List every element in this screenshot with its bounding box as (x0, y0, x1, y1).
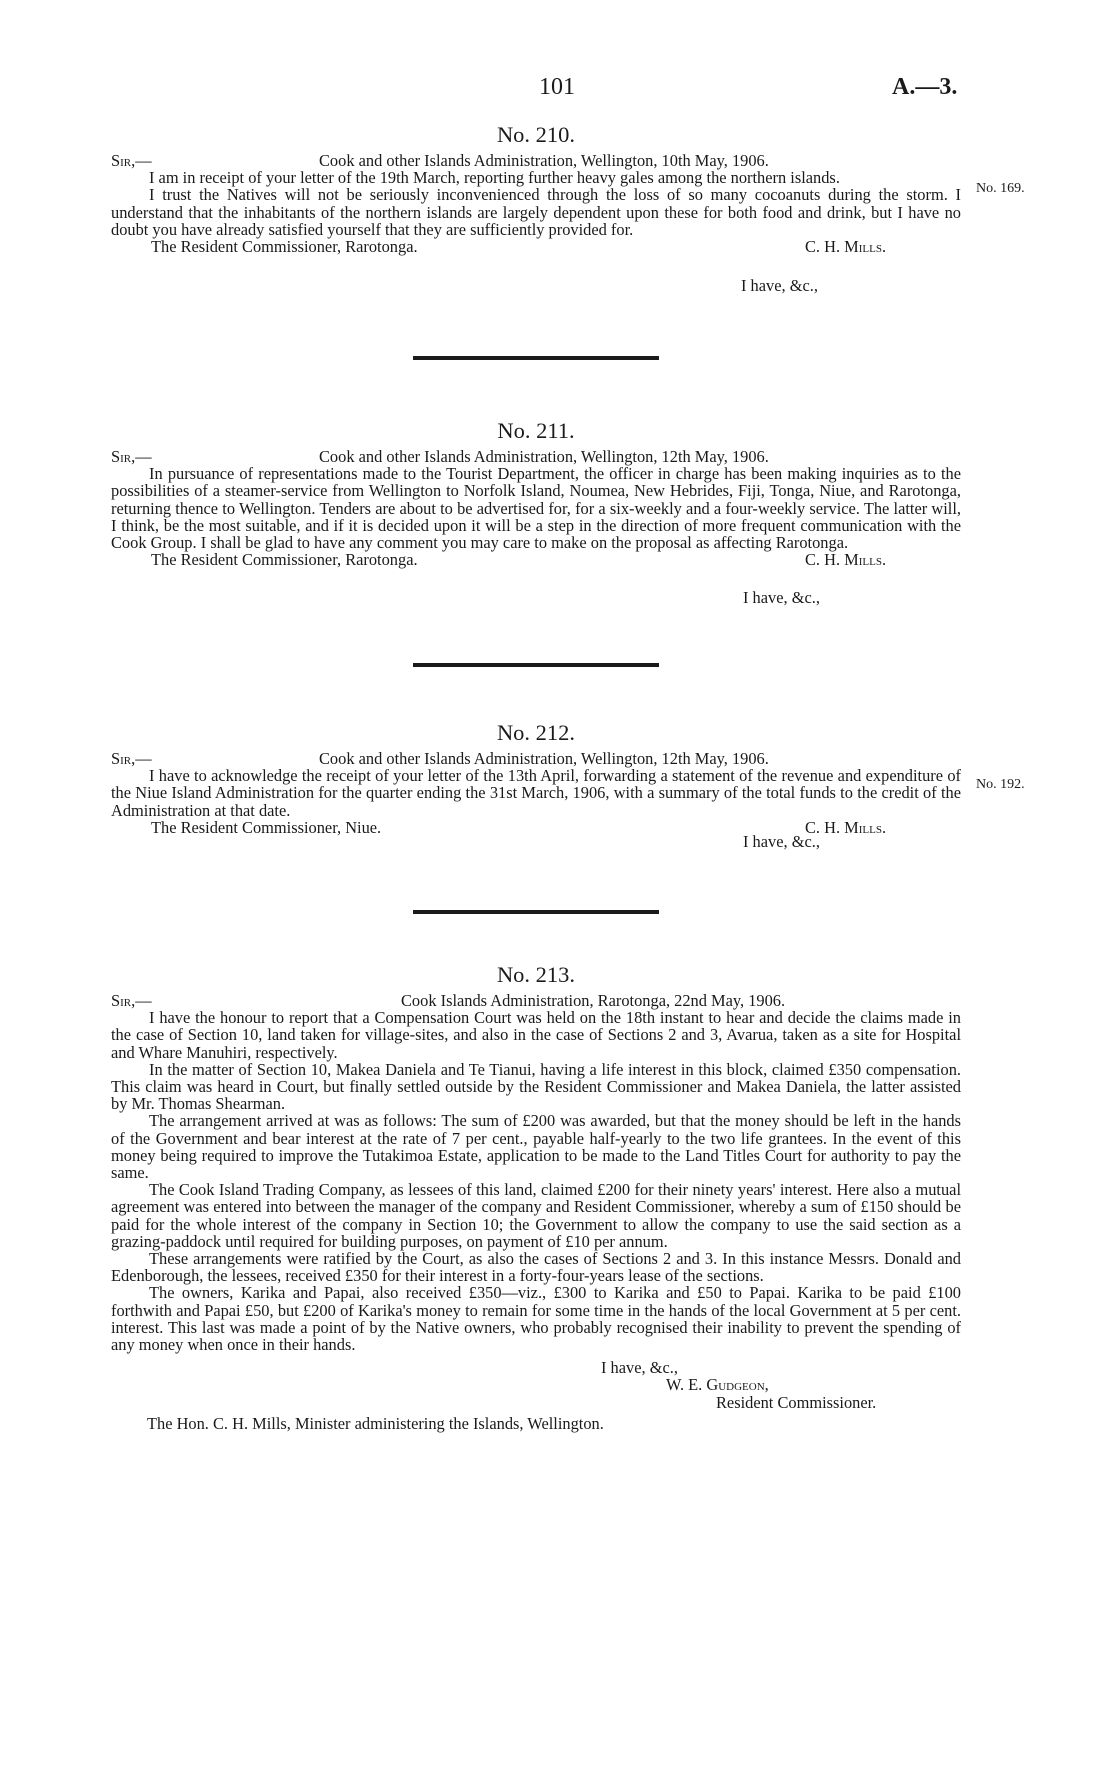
closing: I have, &c., (741, 276, 818, 295)
paragraph: In pursuance of representations made to the Tourist Department, the officer in charge has been making inquiries as to the possibilities of a steamer-service from Wellington to Norfolk Island, Noumea, New Hebrides, Fiji, Tonga, Niue, and Rarotonga, returning thence to Wellington. Tenders are about to be advertised for, for a six-weekly and a four-weekly service. The latter will, I think, be the most suitable, and if it is decided upon it will be a step in the direction of more frequent communication with the Cook Group. I shall be glad to have any comment you may care to make on the proposal as affecting Rarotonga. (111, 464, 961, 552)
paragraph: I have to acknowledge the receipt of your letter of the 13th April, forwarding a statement of the revenue and expenditure of the Niue Island Administration for the quarter ending the 31st March, 1906, with a summary of the total funds to the credit of the Administration at that date. (111, 766, 961, 820)
closing: I have, &c., (601, 1358, 678, 1378)
paragraph: The arrangement arrived at was as follows: The sum of £200 was awarded, but that the money should be left in the hands of the Government and bear interest at the rate of 7 per cent., payable half-yearly to the two life grantees. In the event of this money being required to improve the Tutakimoa Estate, application to be made to the Land Titles Court for authority to pay the same. (111, 1111, 961, 1183)
signature: C. H. Mills. (805, 817, 887, 837)
letter-number: No. 213. (496, 962, 576, 987)
salutation: Sir,— (111, 749, 152, 768)
salutation: Sir,— (111, 991, 152, 1010)
paragraph: The Cook Island Trading Company, as lessees of this land, claimed £200 for their ninety years' interest. Here also a mutual agreement was entered into between the manager of the company and Resident Commissioner, whereby a sum of £150 should be paid for the whole interest of the company in Section 10; the Government to allow the company to use the said section as a grazing-paddock until required for building purposes, on payment of £10 per annum. (111, 1180, 961, 1251)
salutation: Sir,— (111, 447, 152, 466)
letter-213 (111, 962, 961, 1432)
paragraph: In the matter of Section 10, Makea Daniela and Te Tianui, having a life interest in this block, claimed £350 compensation. This claim was heard in Court, but finally settled outside by the Resident Commissioner and Makea Daniela, the latter assisted by Mr. Thomas Shearman. (111, 1059, 961, 1114)
section-divider (413, 663, 659, 667)
letter-number: No. 212. (496, 720, 576, 745)
dateline: Cook Islands Administration, Rarotonga, 22nd May, 1906. (401, 991, 786, 1010)
dateline: Cook and other Islands Administration, Wellington, 12th May, 1906. (319, 447, 769, 466)
dateline: Cook and other Islands Administration, Wellington, 10th May, 1906. (319, 151, 769, 170)
closing: I have, &c., (743, 588, 820, 607)
dateline: Cook and other Islands Administration, Wellington, 12th May, 1906. (319, 749, 769, 768)
letter-210 (111, 122, 961, 255)
margin-reference: No. 169. (976, 181, 1025, 196)
letter-212 (111, 720, 961, 836)
signature: W. E. Gudgeon, (666, 1375, 769, 1395)
letter-number: No. 210. (496, 122, 576, 147)
paragraph: I am in receipt of your letter of the 19th March, reporting further heavy gales among the northern islands. (149, 168, 840, 188)
letter-211 (111, 418, 961, 568)
addressee: The Resident Commissioner, Rarotonga. (151, 237, 418, 256)
series-reference: A.—3. (892, 74, 958, 100)
letter-number: No. 211. (497, 418, 575, 443)
page-number: 101 (539, 74, 575, 100)
signature: C. H. Mills. (805, 237, 887, 256)
salutation: Sir,— (111, 151, 152, 170)
paragraph: I trust the Natives will not be seriously inconvenienced through the loss of so many cocoanuts during the storm. I understand that the inhabitants of the northern islands are largely dependent upon these for both food and drink, but I have no doubt you have already satisfied yourself that they are sufficiently provided for. (111, 185, 961, 239)
paragraph: These arrangements were ratified by the Court, as also the cases of Sections 2 and 3. In this instance Messrs. Donald and Edenborough, the lessees, received £350 for their interest in a forty-four-years lease of the sections. (111, 1249, 961, 1286)
addressee: The Hon. C. H. Mills, Minister administering the Islands, Wellington. (147, 1413, 604, 1433)
signature-title: Resident Commissioner. (716, 1392, 877, 1412)
closing: I have, &c., (743, 832, 820, 851)
signature: C. H. Mills. (805, 550, 887, 570)
paragraph: I have the honour to report that a Compensation Court was held on the 18th instant to hear and decide the claims made in the case of Section 10, land taken for village-sites, and also in the case of Sections 2 and 3, Avarua, taken as a site for Hospital and Whare Manuhiri, respectively. (111, 1008, 961, 1062)
section-divider (413, 910, 659, 914)
margin-reference: No. 192. (976, 777, 1025, 792)
paragraph: The owners, Karika and Papai, also received £350—viz., £300 to Karika and £50 to Papai. Karika to be paid £100 forthwith and Papai £50, but £200 of Karika's money to remain for some time in the hands of the local Government at 5 per cent. interest. This last was made a point of by the Native owners, who probably recognised their inability to prevent the spending of any money when once in their hands. (111, 1283, 961, 1355)
addressee: The Resident Commissioner, Rarotonga. (151, 550, 418, 570)
section-divider (413, 356, 659, 360)
addressee: The Resident Commissioner, Niue. (151, 817, 382, 837)
